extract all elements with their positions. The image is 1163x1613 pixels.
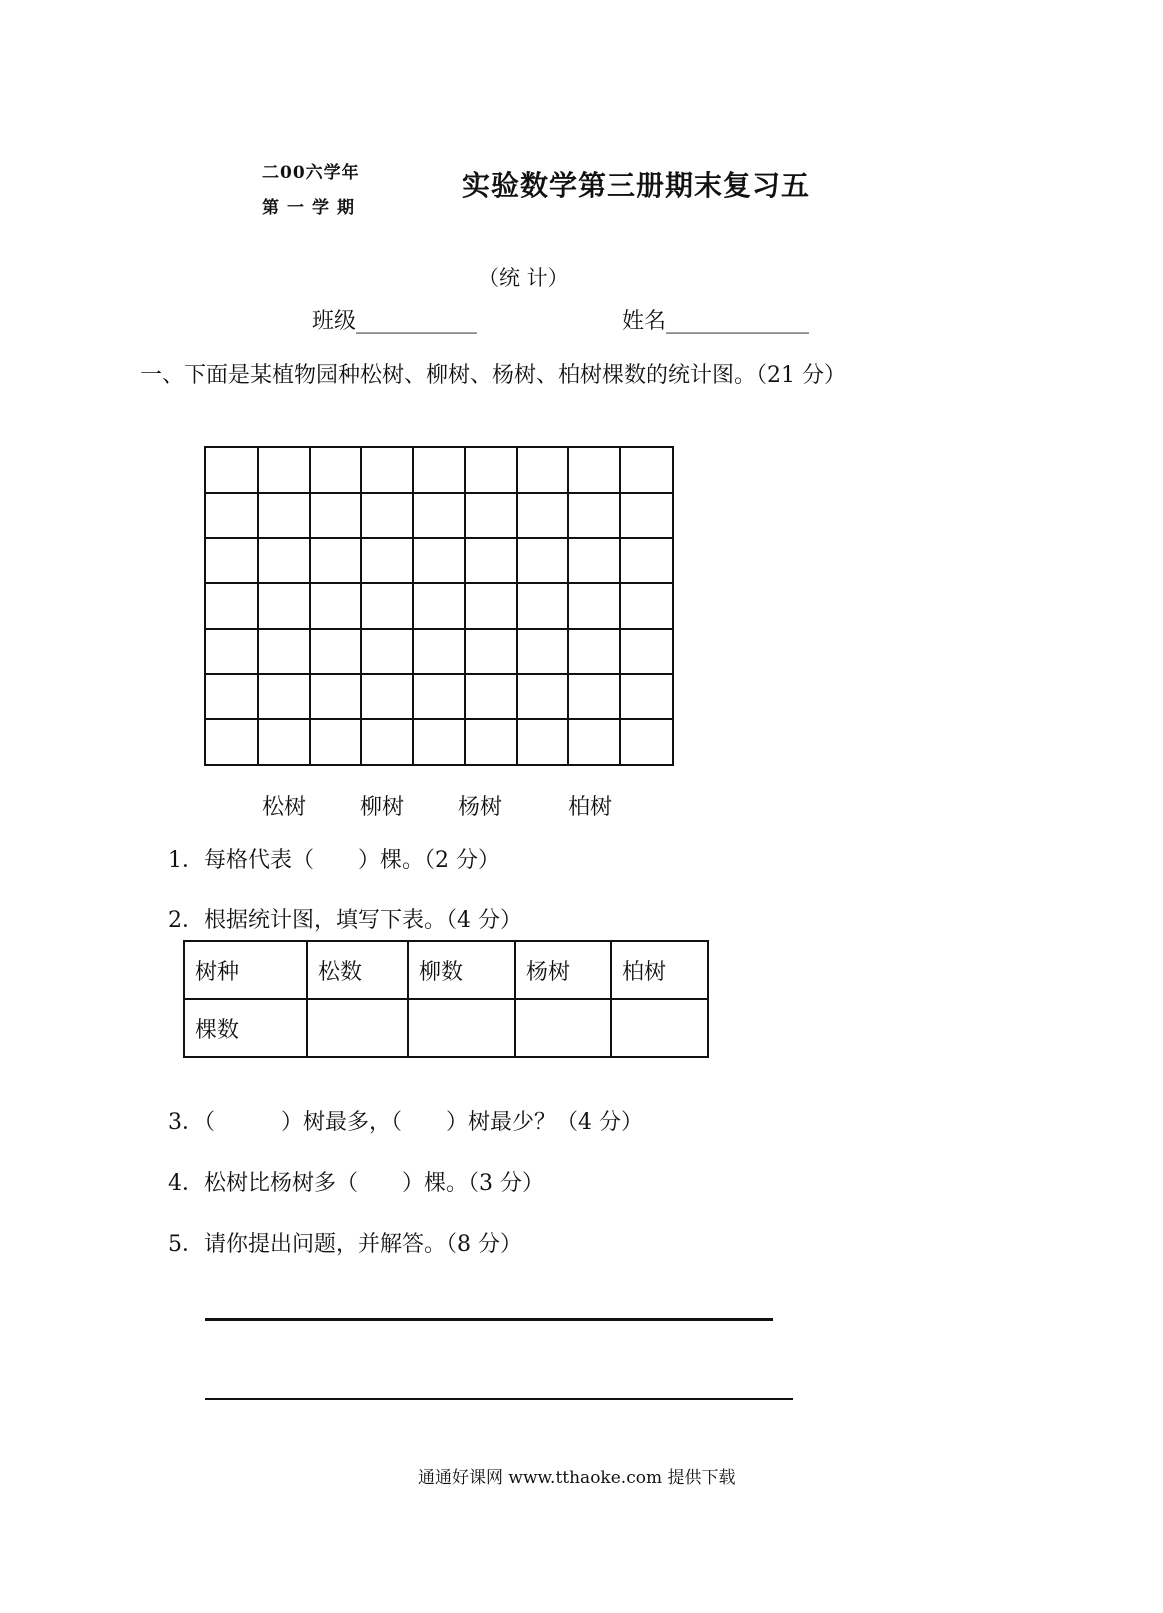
answer-cell[interactable] bbox=[515, 999, 611, 1057]
question-1-2: 2．根据统计图，填写下表。（4 分） bbox=[168, 908, 522, 933]
table-cell: 柳数 bbox=[408, 941, 515, 999]
table-cell: 棵数 bbox=[184, 999, 307, 1057]
question-1-1: 1．每格代表（ ）棵。（2 分） bbox=[168, 848, 500, 873]
grid-row-line bbox=[206, 582, 672, 584]
page-title: 实验数学第三册期末复习五 bbox=[462, 169, 811, 202]
grid-column-line bbox=[619, 448, 621, 764]
tree-label-cypress: 柏树 bbox=[568, 795, 613, 820]
grid-column-line bbox=[567, 448, 569, 764]
grid-column-line bbox=[412, 448, 414, 764]
table-header-row bbox=[184, 941, 708, 999]
semester: 第一学期 bbox=[262, 198, 362, 218]
footer-source: 通通好课网 www.tthaoke.com 提供下载 bbox=[418, 1468, 736, 1488]
grid-column-line bbox=[257, 448, 259, 764]
name-field-label: 姓名_____________ bbox=[622, 309, 810, 334]
answer-cell[interactable] bbox=[307, 999, 408, 1057]
table-cell: 杨树 bbox=[515, 941, 611, 999]
question-1-3: 3．（ ）树最多，（ ）树最少？（4 分） bbox=[168, 1110, 643, 1135]
tree-label-willow: 柳树 bbox=[360, 795, 405, 820]
answer-line bbox=[205, 1318, 773, 1321]
grid-column-line bbox=[309, 448, 311, 764]
answer-line bbox=[205, 1398, 793, 1400]
school-year: 二00六学年 bbox=[262, 163, 360, 183]
page-subtitle: （统 计） bbox=[478, 266, 569, 290]
grid-row-line bbox=[206, 537, 672, 539]
table-value-row bbox=[184, 999, 708, 1057]
grid-row-line bbox=[206, 492, 672, 494]
answer-cell[interactable] bbox=[408, 999, 515, 1057]
grid-row-line bbox=[206, 673, 672, 675]
table-cell: 松数 bbox=[307, 941, 408, 999]
tree-count-table bbox=[183, 940, 709, 1058]
grid-column-line bbox=[464, 448, 466, 764]
grid-row-line bbox=[206, 718, 672, 720]
grid-column-line bbox=[360, 448, 362, 764]
tree-label-poplar: 杨树 bbox=[458, 795, 503, 820]
question-1-4: 4．松树比杨树多（ ）棵。（3 分） bbox=[168, 1171, 544, 1196]
statistics-grid bbox=[204, 446, 674, 766]
tree-label-pine: 松树 bbox=[262, 795, 307, 820]
answer-cell[interactable] bbox=[611, 999, 708, 1057]
question-1-5: 5．请你提出问题，并解答。（8 分） bbox=[168, 1232, 522, 1257]
class-field-label: 班级___________ bbox=[312, 309, 478, 334]
grid-row-line bbox=[206, 628, 672, 630]
table-cell: 树种 bbox=[184, 941, 307, 999]
question-1-heading: 一、下面是某植物园种松树、柳树、杨树、柏树棵数的统计图。（21 分） bbox=[140, 363, 846, 388]
grid-column-line bbox=[516, 448, 518, 764]
table-cell: 柏树 bbox=[611, 941, 708, 999]
